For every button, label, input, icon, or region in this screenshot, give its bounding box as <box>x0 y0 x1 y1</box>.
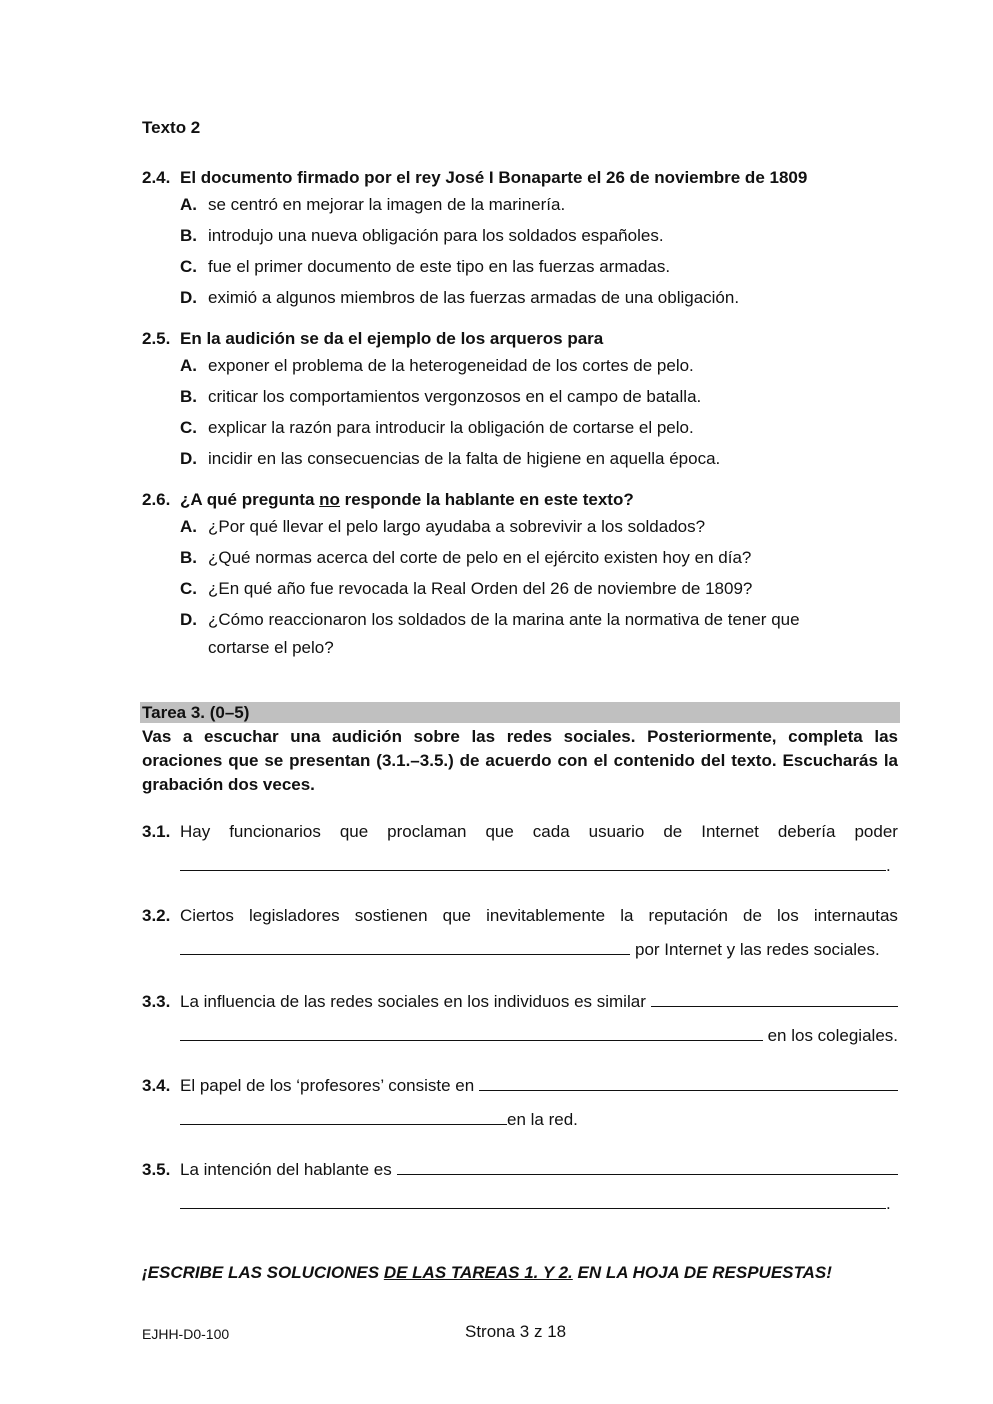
stem-part: ¿A qué pregunta <box>180 490 320 509</box>
fill-item-3-5 <box>142 1158 898 1214</box>
word: usuario <box>588 822 645 841</box>
option-text: fue el primer documento de este tipo en las fuerzas armadas. <box>208 257 671 276</box>
question-2-5 <box>142 329 898 473</box>
note-part: EN LA HOJA DE RESPUESTAS! <box>572 1263 832 1282</box>
item-text <box>180 822 898 842</box>
item-text: El papel de los ‘profesores’ consiste en <box>180 1076 475 1095</box>
item-number: 3.1. <box>142 822 171 841</box>
task-3-instructions: Vas a escuchar una audición sobre las redes sociales. Posteriormente, completa las oraciones que se presentan (3.1.–3.5.) de acuerdo con el contenido del texto. Escucharás la grabación dos veces. <box>142 727 898 794</box>
option-letter: C. <box>180 257 197 276</box>
stem-underlined: no <box>319 490 340 509</box>
question-stem: En la audición se da el ejemplo de los arqueros para <box>180 329 604 348</box>
option-text: exponer el problema de la heterogeneidad de los cortes de pelo. <box>208 356 694 375</box>
exam-code: EJHH-D0-100 <box>142 1326 230 1342</box>
item-end: en la red. <box>507 1110 578 1129</box>
fill-item-3-1 <box>142 822 898 876</box>
option-letter: C. <box>180 418 197 437</box>
option-letter: D. <box>180 449 197 468</box>
option-c[interactable] <box>180 418 898 442</box>
option-a[interactable] <box>180 517 898 541</box>
option-letter: A. <box>180 517 197 536</box>
answer-blank[interactable] <box>180 1192 886 1209</box>
option-d[interactable] <box>180 610 898 662</box>
word: Hay <box>180 822 211 841</box>
item-end: en los colegiales. <box>767 1026 898 1045</box>
word: Ciertos <box>180 906 234 925</box>
word: funcionarios <box>229 822 321 841</box>
fill-item-3-4 <box>142 1074 898 1130</box>
item-number: 3.2. <box>142 906 171 925</box>
item-text: La intención del hablante es <box>180 1160 392 1179</box>
word: de <box>743 906 762 925</box>
item-number: 3.5. <box>142 1160 171 1179</box>
option-letter: A. <box>180 195 197 214</box>
word: la <box>620 906 634 925</box>
item-text <box>180 906 898 926</box>
fill-item-3-2 <box>142 906 898 960</box>
option-text: ¿Qué normas acerca del corte de pelo en el ejército existen hoy en día? <box>208 548 752 567</box>
option-text: ¿Por qué llevar el pelo largo ayudaba a sobrevivir a los soldados? <box>208 517 706 536</box>
item-text: La influencia de las redes sociales en los individuos es similar <box>180 992 646 1011</box>
item-number: 3.4. <box>142 1076 171 1095</box>
word: inevitablemente <box>486 906 606 925</box>
word: internautas <box>813 906 898 925</box>
item-end: . <box>886 1194 891 1213</box>
word: cada <box>532 822 570 841</box>
option-text: eximió a algunos miembros de las fuerzas armadas de una obligación. <box>208 288 740 307</box>
answer-blank[interactable] <box>479 1074 898 1091</box>
fill-item-3-3 <box>142 990 898 1046</box>
question-number: 2.5. <box>142 329 171 348</box>
question-2-6 <box>142 490 898 662</box>
question-2-4 <box>142 168 898 312</box>
question-stem: El documento firmado por el rey José I Bonaparte el 26 de noviembre de 1809 <box>180 168 808 187</box>
option-b[interactable] <box>180 226 898 250</box>
word: proclaman <box>387 822 467 841</box>
answer-blank[interactable] <box>180 1108 507 1125</box>
option-c[interactable] <box>180 257 898 281</box>
option-d[interactable] <box>180 449 898 473</box>
answer-sheet-note <box>142 1263 832 1283</box>
section-title: Texto 2 <box>142 118 201 137</box>
word: poder <box>854 822 898 841</box>
word: legisladores <box>248 906 340 925</box>
option-text: se centró en mejorar la imagen de la marinería. <box>208 195 566 214</box>
option-letter: D. <box>180 610 197 629</box>
option-letter: C. <box>180 579 197 598</box>
option-text: criticar los comportamientos vergonzosos en el campo de batalla. <box>208 387 702 406</box>
word: que <box>485 822 514 841</box>
option-letter: A. <box>180 356 197 375</box>
item-end: . <box>886 856 891 875</box>
option-text: ¿Cómo reaccionaron los soldados de la marina ante la normativa de tener que cortarse el pelo? <box>208 610 800 657</box>
word: que <box>339 822 369 841</box>
option-letter: B. <box>180 387 197 406</box>
option-text: incidir en las consecuencias de la falta de higiene en aquella época. <box>208 449 721 468</box>
answer-blank[interactable] <box>651 990 898 1007</box>
option-text: ¿En qué año fue revocada la Real Orden del 26 de noviembre de 1809? <box>208 579 753 598</box>
note-part: ¡ESCRIBE LAS SOLUCIONES <box>142 1263 384 1282</box>
word: los <box>777 906 799 925</box>
question-number: 2.6. <box>142 490 171 509</box>
word: debería <box>777 822 836 841</box>
option-letter: D. <box>180 288 197 307</box>
word: reputación <box>648 906 728 925</box>
task-3-title: Tarea 3. (0–5) <box>140 702 900 723</box>
word: Internet <box>701 822 759 841</box>
option-d[interactable] <box>180 288 898 312</box>
option-a[interactable] <box>180 356 898 380</box>
word: que <box>442 906 471 925</box>
question-number: 2.4. <box>142 168 171 187</box>
answer-blank[interactable] <box>180 1024 763 1041</box>
option-a[interactable] <box>180 195 898 219</box>
item-number: 3.3. <box>142 992 171 1011</box>
option-letter: B. <box>180 548 197 567</box>
item-end: por Internet y las redes sociales. <box>635 940 880 959</box>
option-b[interactable] <box>180 387 898 411</box>
word: sostienen <box>354 906 428 925</box>
option-letter: B. <box>180 226 197 245</box>
word: de <box>663 822 683 841</box>
answer-blank[interactable] <box>180 938 630 955</box>
option-text: introdujo una nueva obligación para los soldados españoles. <box>208 226 664 245</box>
option-text: explicar la razón para introducir la obligación de cortarse el pelo. <box>208 418 694 437</box>
note-underlined: DE LAS TAREAS 1. Y 2. <box>383 1263 573 1282</box>
question-stem <box>180 490 634 510</box>
option-c[interactable] <box>180 579 898 603</box>
answer-blank[interactable] <box>397 1158 898 1175</box>
stem-part: responde la hablante en este texto? <box>339 490 634 509</box>
page-number: Strona 3 z 18 <box>465 1322 567 1341</box>
answer-blank[interactable] <box>180 854 886 871</box>
option-b[interactable] <box>180 548 898 572</box>
